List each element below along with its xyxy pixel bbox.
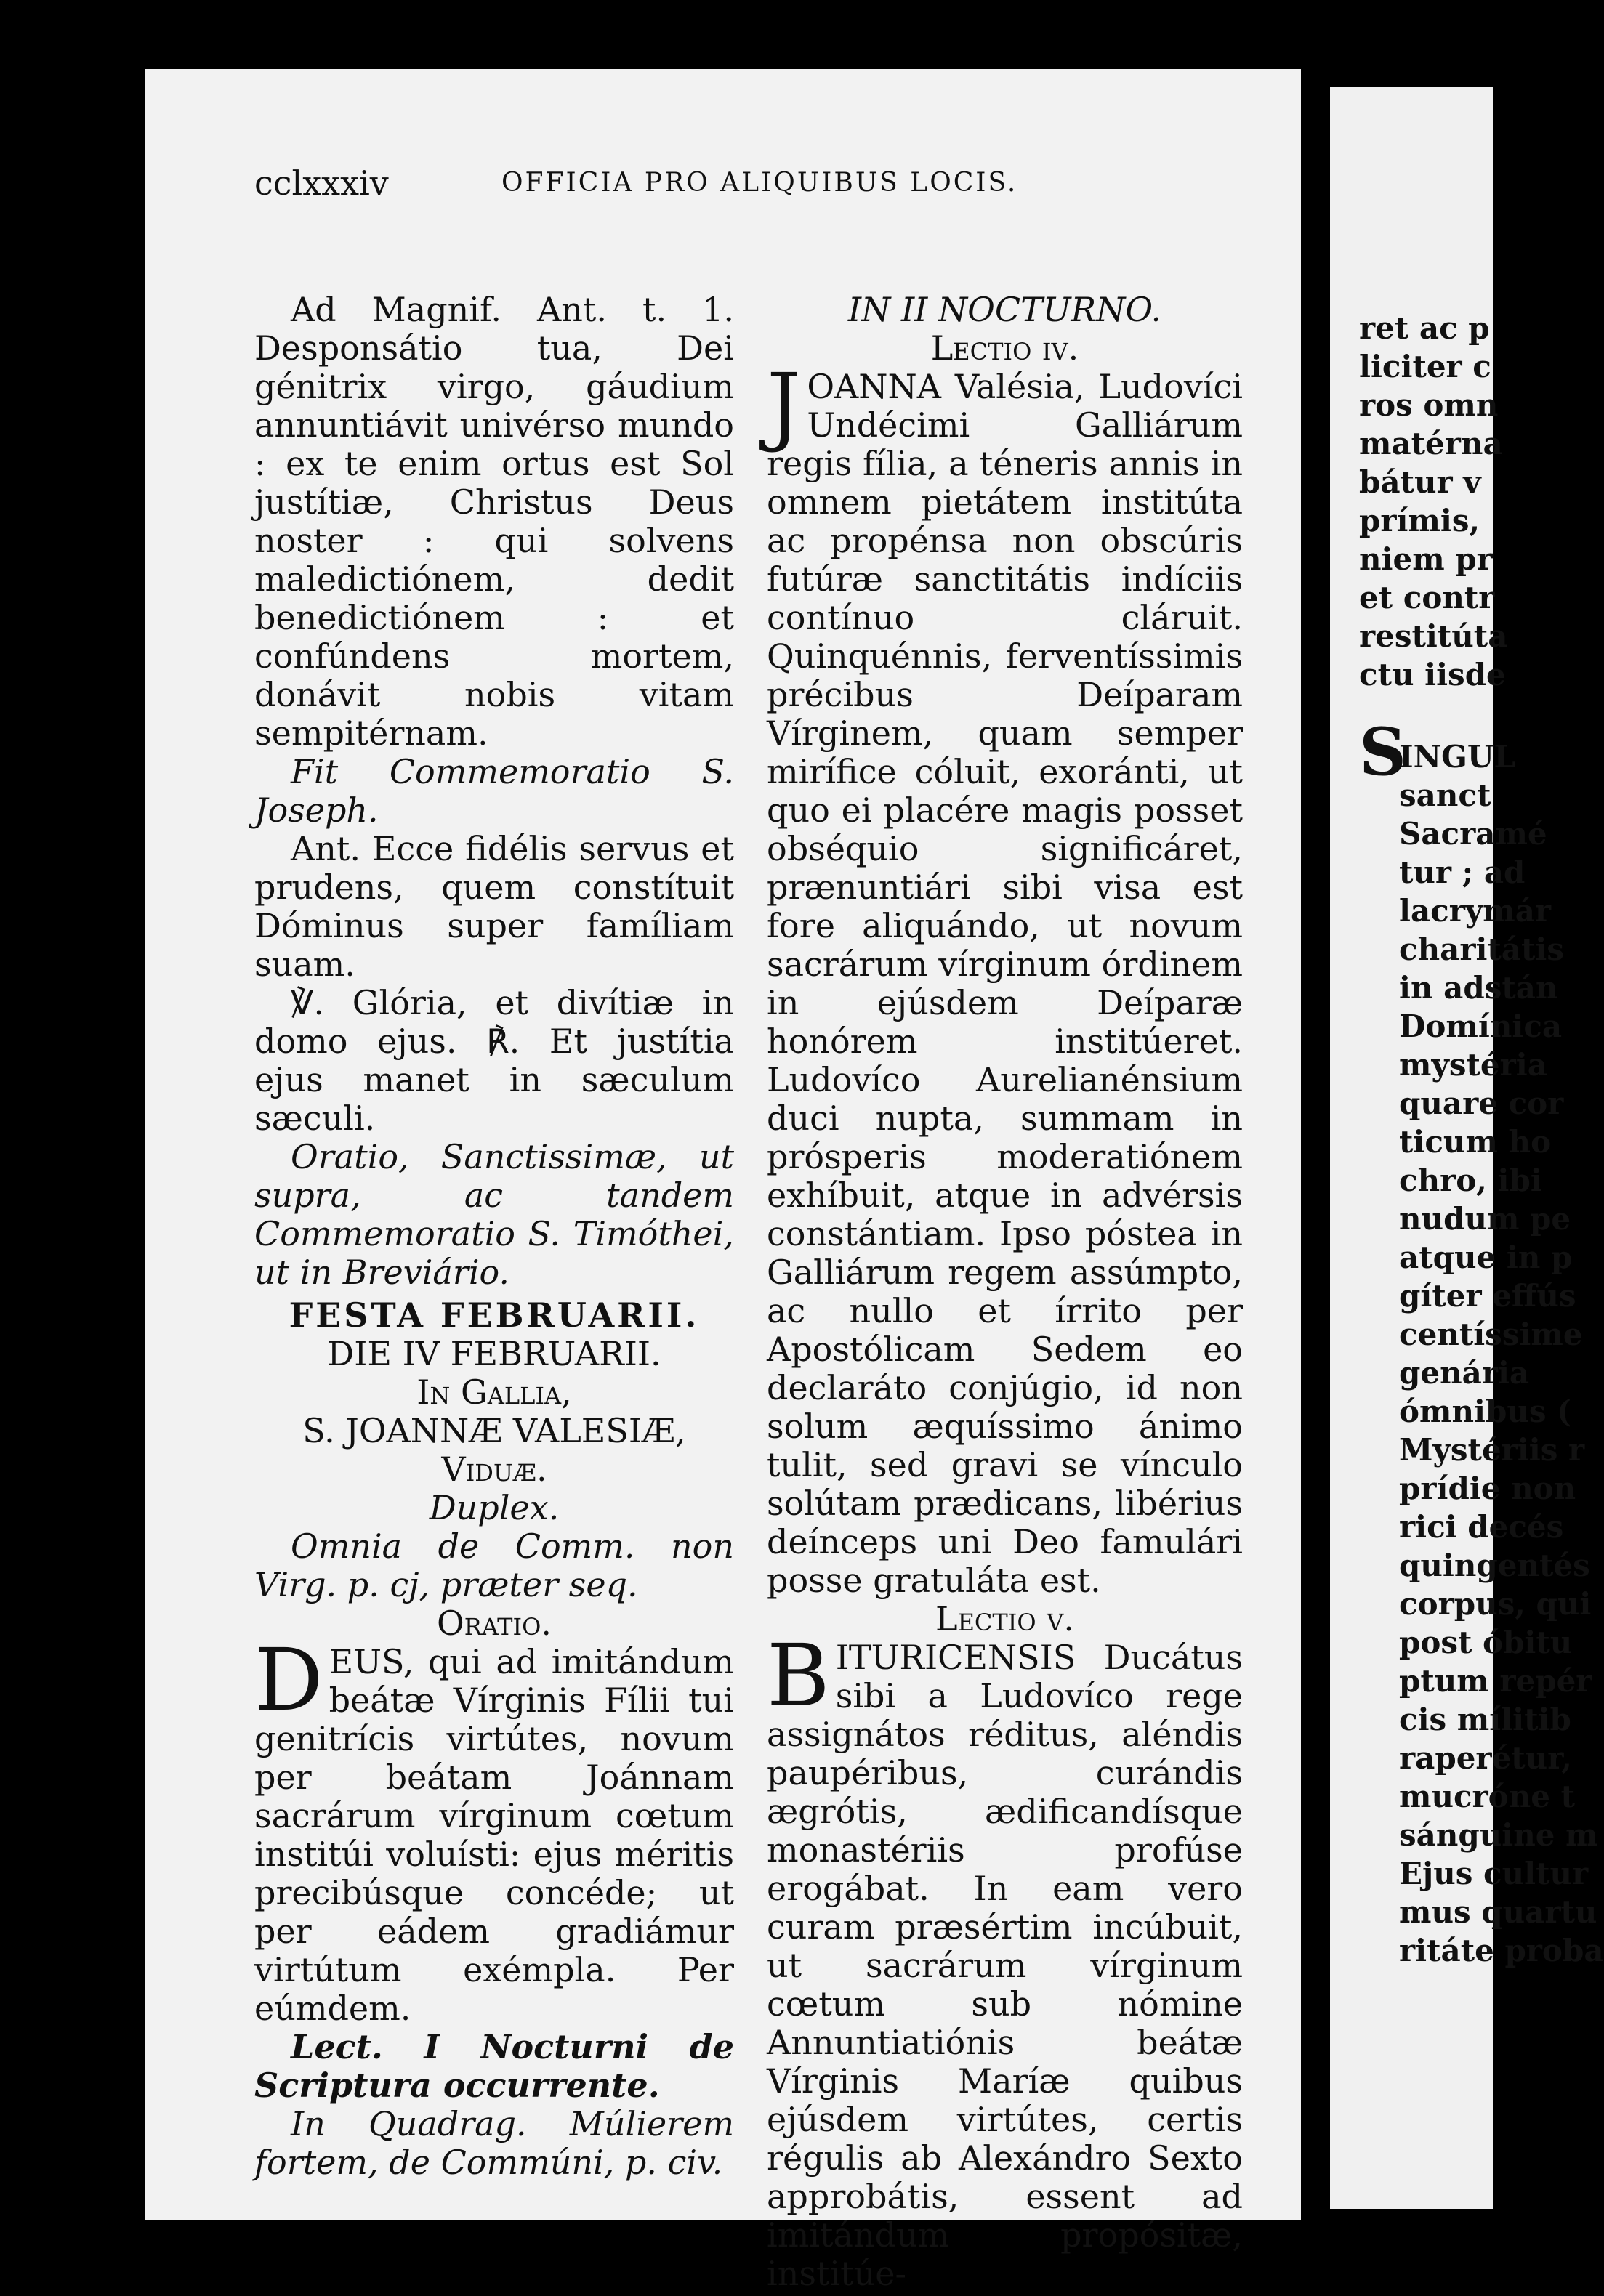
page-header [254,163,1286,214]
fragment-line: bátur v [1359,464,1481,500]
middle-column [767,291,1243,2293]
drop-cap-j: J [767,355,802,455]
fragment-line: ptum repér [1399,1663,1592,1699]
running-title: OFFICIA PRO ALIQUIBUS LOCIS. [501,168,1018,198]
fragment-line: matérna [1359,426,1503,461]
viduae: Viduæ. [441,1450,547,1489]
fragment-line: niem pr [1359,541,1493,577]
fragment-line: in adstán [1399,970,1558,1006]
fragment-line: centíssime [1399,1317,1583,1352]
fragment-line: INGUL [1399,739,1516,775]
nocturno-heading: IN II NOCTURNO. [847,290,1162,329]
antiphon: Ant. Ecce fidélis servus et prudens, quem constítuit Dóminus super famíliam suam. [254,829,734,984]
fragment-line: raperétur, [1399,1740,1572,1776]
fragment-line: Domínica [1399,1008,1563,1044]
fragment-line: quingentés [1399,1548,1590,1583]
lectio-v-title: Lectio v. [935,1599,1074,1638]
fragment-line: cis mílitib [1399,1702,1571,1737]
commemoratio-line: Fit Commemoratio S. Joseph. [254,752,734,830]
lectio-v [767,1625,1243,2293]
die-heading: DIE IV FEBRUARII. [327,1334,661,1373]
oratio-title: Oratio. [436,1604,552,1643]
versicle: ℣. Glória, et divítiæ in domo ejus. ℟. Et justítia ejus manet in sæculum sæculi. [254,983,734,1138]
fragment-line: Sacramé [1399,816,1547,852]
oratio-text: EUS, qui ad imitándum beátæ Vírginis Fílii tui genitrícis virtútes, novum per beátam Joánnam sacrárum vírginum cœtum institúi voluísti: ejus méritis precibúsque concéde; ut per eádem gradiámur virtútum exémpla. Per eúmdem. [254,1642,734,2028]
fragment-line: ros omn [1359,387,1499,423]
fragment-line: genária [1399,1355,1530,1391]
fragment-line: ticum ho [1399,1124,1552,1160]
omnia-rubric: Omnia de Comm. non Virg. p. cj, præter seq. [254,1527,734,1604]
facing-page-fragment [1359,309,1604,1970]
oratio-paragraph [254,1630,734,2028]
festa-heading: FESTA FEBRUARII. [289,1295,700,1335]
fragment-line: mus quartu [1399,1894,1597,1930]
fragment-line: quare cor [1399,1086,1564,1121]
fragment-line: ómnibus ( [1399,1394,1571,1429]
fragment-line: rici decés [1399,1509,1564,1545]
fragment-line: Mystériis r [1399,1432,1585,1468]
fragment-line: prímis, [1359,503,1480,538]
quadrag-note: In Quadrag. Múlierem fortem, de Commúni, p. civ. [254,2104,734,2182]
in-gallia: In Gallia, [416,1373,572,1412]
fragment-line: nudum pe [1399,1201,1571,1237]
fragment-line: post óbitu [1399,1625,1573,1660]
lectio-v-text: ITURICENSIS Ducátus sibi a Ludovíco rege assignátos réditus, aléndis paupéribus, curándis ægrótis, ædificandísque monastériis profúse erogábat. In eam vero curam præsértim incúbuit, ut sacrárum vírginum cœtum sub nómine Annuntiatiónis beátæ Vírginis Maríæ quibus ejúsdem virtútes, certis régulis ab Alexándro Sexto approbátis, essent ad imitándum propósitæ, institúe- [767,1638,1243,2293]
fragment-line: ritáte proba [1399,1933,1604,1968]
drop-cap-s: S [1359,714,1406,791]
fragment-line: liciter c [1359,349,1491,384]
drop-cap-d: D [254,1630,323,1730]
fragment-line: corpus, qui [1399,1586,1592,1622]
duplex-rank: Duplex. [429,1488,560,1527]
fragment-line: ret ac p [1359,310,1490,346]
fragment-line: sánguine m [1399,1817,1598,1853]
drop-cap-b: B [767,1625,830,1726]
left-column [254,291,734,2182]
fragment-line: et contr [1359,580,1495,615]
fragment-line: prídie non [1399,1471,1576,1506]
fragment-line: mystéria [1399,1047,1547,1083]
fragment-line: charitátis [1399,931,1565,967]
page-number: cclxxxiv [254,163,389,203]
saint-name: S. JOANNÆ VALESIÆ, [302,1411,686,1450]
lectio-iv [767,355,1243,1600]
fragment-line: ctu iisde [1359,657,1506,692]
fragment-line: restitúta [1359,618,1508,654]
lect-note: Lect. I Nocturni de Scriptura occurrente. [254,2027,734,2105]
fragment-line: Ejus cultur [1399,1856,1589,1891]
fragment-line: tur ; ad [1399,854,1526,890]
fragment-line: lacrymár [1399,893,1552,929]
fragment-line: sanct [1399,777,1491,813]
lectio-iv-title: Lectio iv. [930,328,1079,368]
fragment-line: mucróne t [1399,1779,1575,1814]
fragment-line: chro, ibi [1399,1163,1542,1198]
lectio-iv-text: OANNA Valésia, Ludovíci Undécimi Galliárum regis fília, a téneris annis in omnem pietátem institúta ac propénsa non obscúris futúræ sanctitátis indíciis contínuo cláruit. Quinquénnis, ferventíssimis précibus Deíparam Vírginem, quam semper mirífice cóluit, exoránti, ut quo ei placére magis posset obséquio significáret, prænuntiári sibi visa est fore aliquándo, ut novum sacrárum vírginum órdinem in ejúsdem Deíparæ honórem institúeret. Ludovíco Aurelianénsium duci nupta, summam in prósperis moderatiónem exhíbuit, atque in advérsis constántiam. Ipso póstea in Galliárum regem assúmpto, ac nullo et írrito per Apostólicam Sedem eo declaráto conjúgio, id non solum æquíssimo ánimo tulit, sed gravi se vínculo solútam prædicans, libérius deínceps uni Deo famulári posse gratuláta est. [767,367,1243,1600]
oratio-note: Oratio, Sanctissimæ, ut supra, ac tandem Commemoratio S. Timóthei, ut in Breviário. [254,1137,734,1292]
fragment-line: atque in p [1399,1240,1573,1275]
ad-magnif-antiphon: Ad Magnif. Ant. t. 1. Desponsátio tua, Dei génitrix virgo, gáudium annuntiávit univérso mundo : ex te enim ortus est Sol justítiæ, Christus Deus noster : qui solvens maledictiónem, dedit benedictiónem : et confúndens mortem, donávit nobis vitam sempitérnam. [254,290,734,753]
fragment-line: gíter effús [1399,1278,1576,1314]
